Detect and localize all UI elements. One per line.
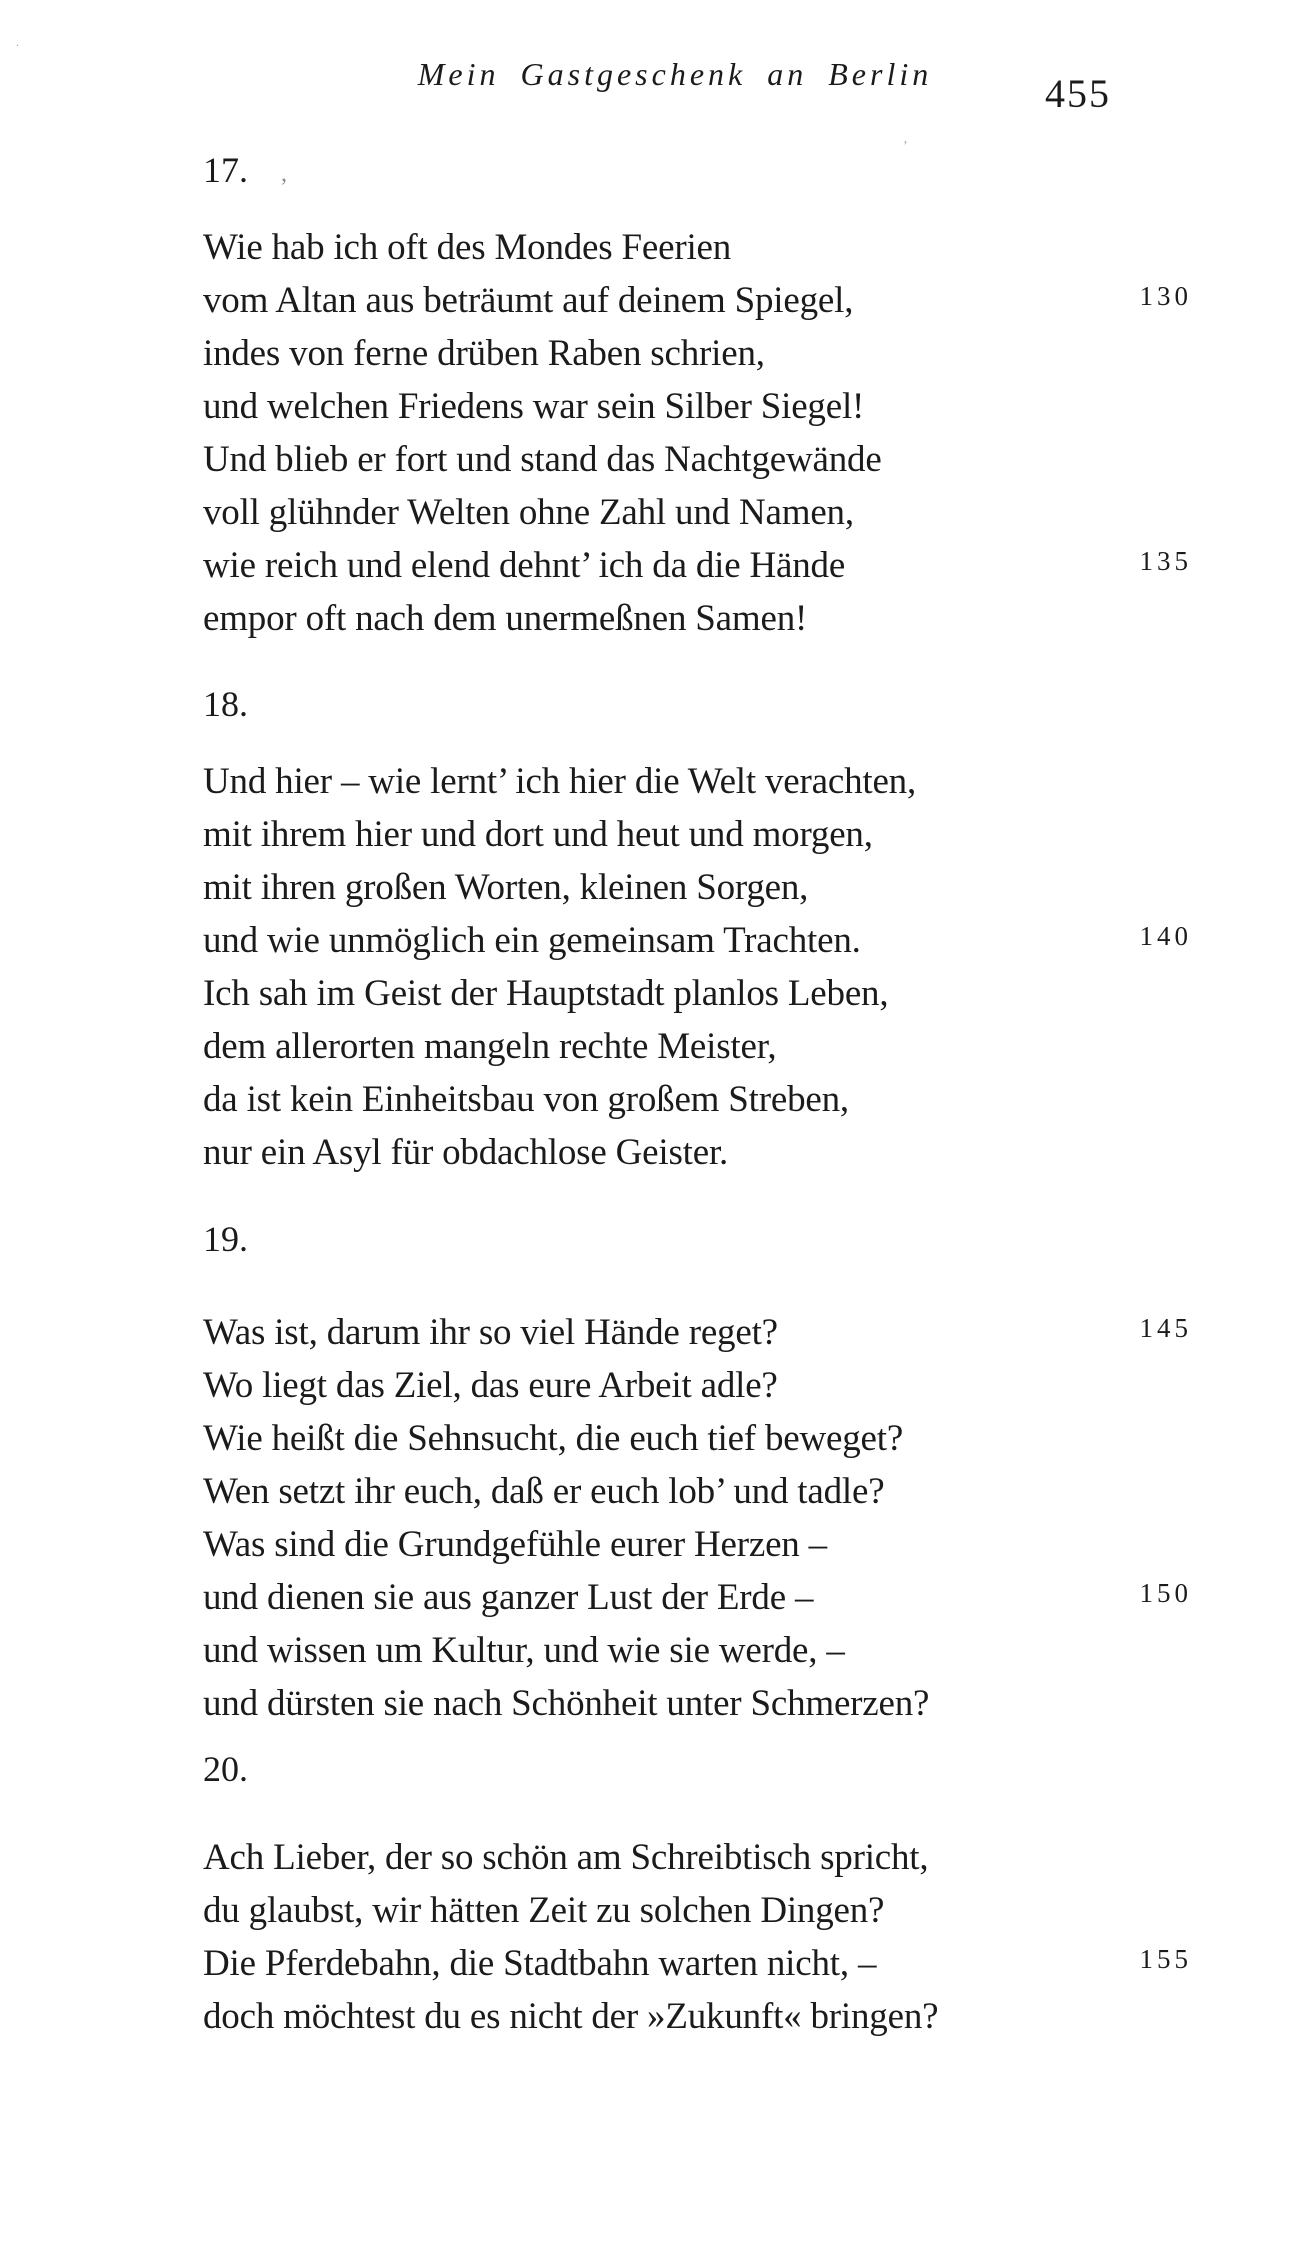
poem-line <box>203 592 1192 645</box>
poem-line-text: mit ihrem hier und dort und heut und morgen, <box>203 814 873 855</box>
poem-line-text: Und blieb er fort und stand das Nachtgewände <box>203 439 882 480</box>
page-number: 455 <box>1045 71 1111 116</box>
poem-line-text: Ach Lieber, der so schön am Schreibtisch spricht, <box>203 1837 929 1878</box>
poem-line <box>203 861 1192 914</box>
poem-line <box>203 1412 1192 1465</box>
poem-line-text: wie reich und elend dehnt’ ich da die Hände <box>203 545 846 586</box>
poem-line-text: Wie heißt die Sehnsucht, die euch tief beweget? <box>203 1418 904 1459</box>
poem-line-text: und wie unmöglich ein gemeinsam Trachten. <box>203 920 861 961</box>
poem-line-text: und welchen Friedens war sein Silber Siegel! <box>203 386 865 427</box>
poem-line-text: Wie hab ich oft des Mondes Feerien <box>203 227 732 268</box>
poem-line <box>203 380 1192 433</box>
poem-line <box>203 1073 1192 1126</box>
poem-line <box>203 1990 1192 2043</box>
stanza-number: 20. <box>203 1749 248 1789</box>
line-number-marginal: 135 <box>1139 546 1192 576</box>
line-number-marginal: 145 <box>1139 1313 1192 1343</box>
poem-line-text: und wissen um Kultur, und wie sie werde, – <box>203 1630 845 1671</box>
stanza-number: 18. <box>203 684 248 724</box>
poem-line-text: du glaubst, wir hätten Zeit zu solchen Dingen? <box>203 1890 885 1931</box>
poem-line <box>203 274 1192 327</box>
poem-line <box>203 1624 1192 1677</box>
poem-line <box>203 1884 1192 1937</box>
poem-line <box>203 1831 1192 1884</box>
poem-line <box>203 221 1192 274</box>
poem-line-text: Die Pferdebahn, die Stadtbahn warten nicht, – <box>203 1943 877 1984</box>
poem-line-text: Was ist, darum ihr so viel Hände reget? <box>203 1312 778 1353</box>
poem-line <box>203 967 1192 1020</box>
stanza <box>203 1306 1192 1730</box>
line-number-marginal: 140 <box>1139 921 1192 951</box>
poem-line <box>203 1677 1192 1730</box>
poem-line-text: vom Altan aus beträumt auf deinem Spiegel, <box>203 280 854 321</box>
poem-line <box>203 1571 1192 1624</box>
poem-line-text: und dürsten sie nach Schönheit unter Schmerzen? <box>203 1683 930 1724</box>
poem-line <box>203 539 1192 592</box>
poem-line <box>203 1465 1192 1518</box>
poem-line-text: indes von ferne drüben Raben schrien, <box>203 333 765 374</box>
poem-line-text: Wen setzt ihr euch, daß er euch lob’ und tadle? <box>203 1471 885 1512</box>
poem-line-text: dem allerorten mangeln rechte Meister, <box>203 1026 777 1067</box>
poem-line <box>203 1306 1192 1359</box>
poem-line <box>203 433 1192 486</box>
poem-line <box>203 1020 1192 1073</box>
line-number-marginal: 155 <box>1139 1944 1192 1974</box>
poem-line-text: doch möchtest du es nicht der »Zukunft« bringen? <box>203 1996 939 2037</box>
poem-line-text: Und hier – wie lernt’ ich hier die Welt verachten, <box>203 761 917 802</box>
poem-line-text: Ich sah im Geist der Hauptstadt planlos Leben, <box>203 973 889 1014</box>
poem-line <box>203 1937 1192 1990</box>
line-number-marginal: 150 <box>1139 1578 1192 1608</box>
stanza-number: 19. <box>203 1219 248 1259</box>
poem-line <box>203 914 1192 967</box>
stanza <box>203 755 1192 1179</box>
stanza <box>203 221 1192 645</box>
poem-line <box>203 1126 1192 1179</box>
poem-line-text: voll glühnder Welten ohne Zahl und Namen, <box>203 492 854 533</box>
stanza-number: 17. <box>203 150 248 190</box>
poem-line-text: empor oft nach dem unermeßnen Samen! <box>203 598 808 639</box>
line-number-marginal: 130 <box>1139 281 1192 311</box>
poem-line <box>203 327 1192 380</box>
poem-line <box>203 486 1192 539</box>
poem-line-text: nur ein Asyl für obdachlose Geister. <box>203 1132 729 1173</box>
poem-line-text: da ist kein Einheitsbau von großem Streben, <box>203 1079 849 1120</box>
poem-line-text: und dienen sie aus ganzer Lust der Erde – <box>203 1577 814 1618</box>
print-speck: . <box>16 35 19 49</box>
running-header: Mein Gastgeschenk an Berlin <box>417 56 933 92</box>
poem-line-text: Was sind die Grundgefühle eurer Herzen – <box>203 1524 827 1565</box>
poem-line-text: Wo liegt das Ziel, das eure Arbeit adle? <box>203 1365 778 1406</box>
print-speck: , <box>281 161 287 187</box>
poem-line <box>203 808 1192 861</box>
poem-line-text: mit ihren großen Worten, kleinen Sorgen, <box>203 867 809 908</box>
poem-line <box>203 1518 1192 1571</box>
print-speck: ’ <box>903 139 908 154</box>
stanza <box>203 1831 1192 2043</box>
poem-line <box>203 755 1192 808</box>
poem-line <box>203 1359 1192 1412</box>
